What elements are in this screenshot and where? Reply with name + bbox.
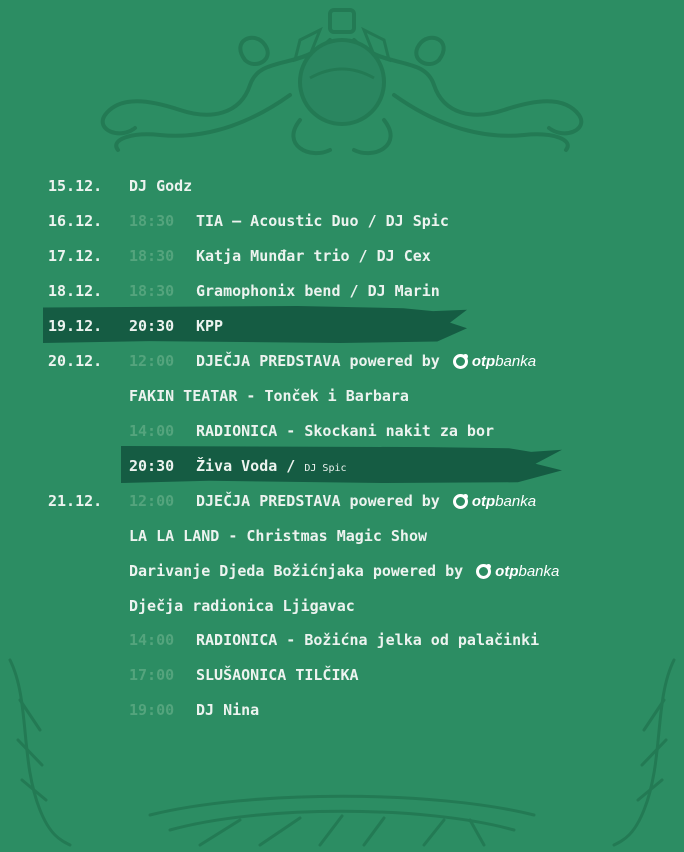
event-date: 18.12.	[48, 282, 103, 300]
event-time: 20:30	[129, 317, 175, 335]
event-title	[129, 554, 559, 589]
event-title: DJ Nina	[196, 701, 260, 719]
event-title-text: Živa Voda /	[196, 457, 296, 475]
logo-banka-text: banka	[495, 353, 537, 370]
event-title	[196, 344, 536, 379]
event-title-text: DJEČJA PREDSTAVA powered by	[196, 492, 440, 510]
event-title: RADIONICA - Božićna jelka od palačinki	[196, 631, 540, 649]
logo-otp-text: otp	[471, 493, 496, 510]
event-time: 18:30	[129, 282, 175, 300]
event-date: 15.12.	[48, 177, 103, 195]
logo-otp-text: otp	[495, 563, 519, 580]
otpbanka-logo	[476, 554, 559, 589]
event-time: 14:00	[129, 631, 175, 649]
event-title: Dječja radionica Ljigavac	[129, 597, 355, 615]
event-title-text: Darivanje Djeda Božićnjaka powered by	[129, 562, 464, 580]
otpbanka-logo	[453, 344, 536, 379]
event-date: 19.12.	[48, 317, 103, 335]
event-date: 20.12.	[48, 352, 103, 370]
event-title-text: DJEČJA PREDSTAVA powered by	[196, 352, 440, 370]
event-title: Gramophonix bend / DJ Marin	[196, 282, 440, 300]
logo-otp-text: otp	[471, 353, 496, 370]
event-time: 14:00	[129, 422, 175, 440]
logo-banka-text: banka	[518, 563, 560, 580]
event-time: 20:30	[129, 457, 175, 475]
event-time: 12:00	[129, 492, 175, 510]
event-title: DJ Godz	[129, 177, 193, 195]
otp-mark-icon	[453, 354, 468, 369]
event-title: FAKIN TEATAR - Tonček i Barbara	[129, 387, 409, 405]
event-time: 18:30	[129, 247, 175, 265]
event-subtitle: DJ Spic	[304, 463, 347, 474]
event-title: KPP	[196, 317, 224, 335]
event-time: 18:30	[129, 212, 175, 230]
event-title: SLUŠAONICA TILČIKA	[196, 666, 359, 684]
otp-mark-icon	[453, 494, 468, 509]
event-title: Katja Munđar trio / DJ Cex	[196, 247, 431, 265]
event-title: LA LA LAND - Christmas Magic Show	[129, 527, 428, 545]
logo-banka-text: banka	[495, 493, 537, 510]
otpbanka-logo	[453, 484, 536, 519]
event-time: 17:00	[129, 666, 175, 684]
event-time: 12:00	[129, 352, 175, 370]
holly-bauble-ornament	[0, 0, 684, 170]
highlight-band-19-12	[43, 306, 467, 343]
event-title	[196, 449, 347, 486]
event-date: 17.12.	[48, 247, 103, 265]
event-title: RADIONICA - Skockani nakit za bor	[196, 422, 495, 440]
event-title	[196, 484, 536, 519]
event-title: TIA – Acoustic Duo / DJ Spic	[196, 212, 449, 230]
otp-mark-icon	[476, 564, 491, 579]
event-time: 19:00	[129, 701, 175, 719]
event-date: 16.12.	[48, 212, 103, 230]
event-date: 21.12.	[48, 492, 103, 510]
